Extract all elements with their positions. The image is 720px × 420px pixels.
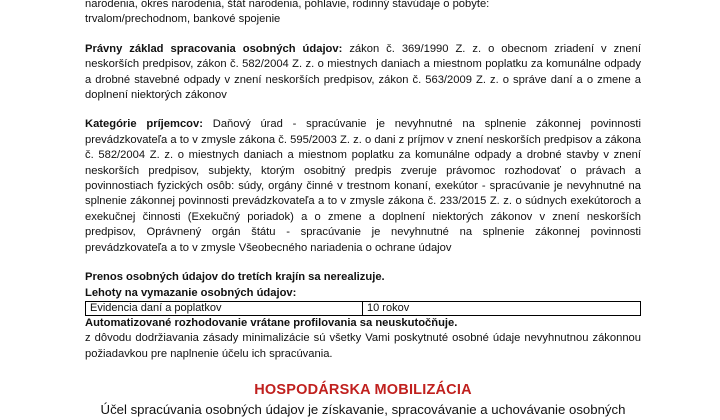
legal-basis-paragraph [85, 42, 641, 104]
third-country-transfer-statement: Prenos osobných údajov do tretích krajín sa nerealizuje. [85, 271, 385, 284]
retention-category-cell: Evidencia daní a poplatkov [86, 301, 363, 315]
personal-data-list-line-2: trvalom/prechodnom, bankové spojenie [85, 13, 281, 26]
section-heading: HOSPODÁRSKA MOBILIZÁCIA [254, 382, 472, 399]
legal-basis-text: zákon č. 369/1990 Z. z. o obecnom zriadení v znení neskorších predpisov, zákon č. 582/2004 Z. z. o miestnych daniach a miestnom poplatku za komunálne odpady a drobné stavebné odpady v znení neskorších predpisov, zákon č. 563/2009 Z. z. o správe daní a o zmene a doplnení niektorých zákonov [85, 42, 642, 102]
retention-table [85, 301, 641, 316]
retention-label: Lehoty na vymazanie osobných údajov: [85, 286, 297, 299]
retention-period-cell: 10 rokov [363, 301, 641, 315]
recipients-text: Daňový úrad - spracúvanie je nevyhnutné na splnenie zákonnej povinnosti prevádzkovateľa a to v zmysle zákona č. 595/2003 Z. z. o dani z príjmov v znení neskorších predpisov a zákona č. 582/2004 Z. z. o miestnych daniach a miestnom poplatku za komunálne odpady a drobné stavby v znení neskorších predpisov, subjekty, ktorým osobitný predpis zveruje právomoc rozhodovať o právach a povinnostiach fyzických osôb: súdy, orgány činné v trestnom konaní, exekútor - spracúvanie je nevyhnutné na splnenie zákonnej povinnosti prevádzkovateľa a to v zmysle zákona č. 233/2015 Z. z. o súdnych exekútoroch a exekučnej činnosti (Exekučný poriadok) a o zmene a doplnení niektorých zákonov v znení neskorších predpisov, Oprávnený orgán štátu - spracúvanie je nevyhnutné na splnenie zákonnej povinnosti prevádzkovateľa a to v zmysle Všeobecného nariadenia o ochrane údajov [85, 118, 641, 254]
personal-data-list-line-1: narodenia, okres narodenia, štát narodenia, pohlavie, rodinný stavúdaje o pobyte: [85, 0, 490, 10]
recipients-label: Kategórie príjemcov: [85, 118, 203, 131]
automation-text: z dôvodu dodržiavania zásady minimalizácie sú všetky Vami poskytnuté osobné údaje nevyhnutnou zákonnou požiadavkou pre naplnenie účelu ich spracúvania. [85, 332, 641, 360]
section-lead-text: Účel spracúvania osobných údajov je získavanie, spracovávanie a uchovávanie osobných [100, 402, 626, 418]
legal-basis-label: Právny základ spracovania osobných údajov: [85, 42, 343, 55]
table-row [86, 301, 641, 315]
document-page [85, 0, 641, 418]
personal-data-list-paragraph [85, 0, 641, 28]
recipients-paragraph [85, 117, 641, 256]
automation-label: Automatizované rozhodovanie vrátane profilovania sa neuskutočňuje. [85, 316, 458, 329]
